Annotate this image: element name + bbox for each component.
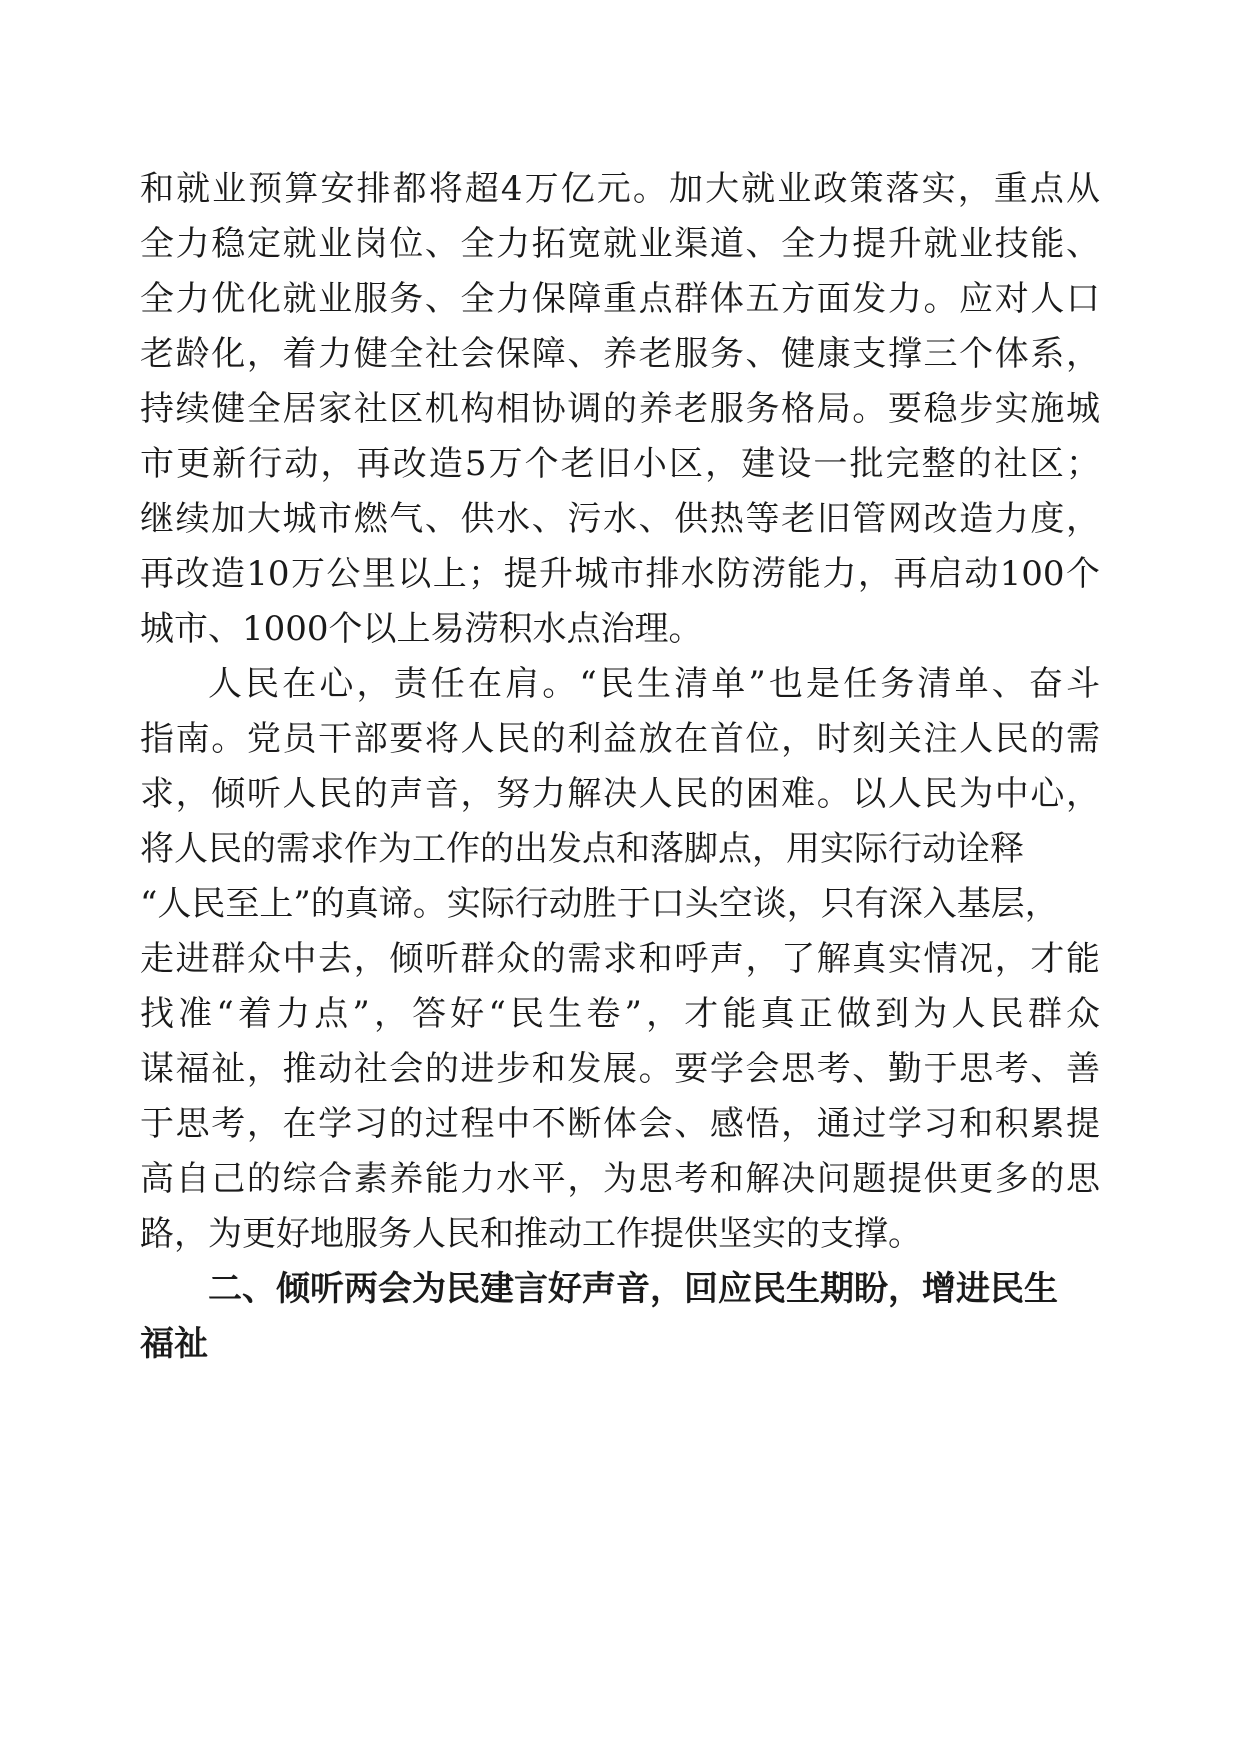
- text-line: 将人民的需求作为工作的出发点和落脚点，用实际行动诠释: [140, 829, 1024, 869]
- text-line: 再改造10万公里以上；提升城市排水防涝能力，再启动100个: [140, 554, 1100, 594]
- heading-line: 福祉: [140, 1324, 208, 1364]
- heading-line: 二、倾听两会为民建言好声音，回应民生期盼，增进民生: [208, 1269, 1058, 1309]
- text-line: 走进群众中去，倾听群众的需求和呼声，了解真实情况，才能: [140, 939, 1100, 979]
- text-line: 指南。党员干部要将人民的利益放在首位，时刻关注人民的需: [140, 719, 1100, 759]
- text-line: 继续加大城市燃气、供水、污水、供热等老旧管网改造力度，: [140, 499, 1100, 539]
- paragraph-people-first: [140, 657, 1100, 1262]
- text-line: 全力优化就业服务、全力保障重点群体五方面发力。应对人口: [140, 279, 1100, 319]
- text-line: 求，倾听人民的声音，努力解决人民的困难。以人民为中心，: [140, 774, 1100, 814]
- text-line: 于思考，在学习的过程中不断体会、感悟，通过学习和积累提: [140, 1104, 1100, 1144]
- text-line: 老龄化，着力健全社会保障、养老服务、健康支撑三个体系，: [140, 334, 1100, 374]
- text-line: 城市、1000个以上易涝积水点治理。: [140, 609, 703, 649]
- text-line: 持续健全居家社区机构相协调的养老服务格局。要稳步实施城: [140, 389, 1100, 429]
- text-line: 找准“着力点”，答好“民生卷”，才能真正做到为人民群众: [140, 994, 1100, 1034]
- text-line: 人民在心，责任在肩。“民生清单”也是任务清单、奋斗: [208, 664, 1100, 704]
- paragraph-employment-and-elderly-care: [140, 162, 1100, 657]
- text-line: “人民至上”的真谛。实际行动胜于口头空谈，只有深入基层，: [140, 884, 1059, 924]
- text-line: 谋福祉，推动社会的进步和发展。要学会思考、勤于思考、善: [140, 1049, 1100, 1089]
- document-body: [140, 162, 1100, 1372]
- section-heading: [140, 1262, 1100, 1372]
- text-line: 全力稳定就业岗位、全力拓宽就业渠道、全力提升就业技能、: [140, 224, 1100, 264]
- text-line: 市更新行动，再改造5万个老旧小区，建设一批完整的社区；: [140, 444, 1100, 484]
- text-line: 和就业预算安排都将超4万亿元。加大就业政策落实，重点从: [140, 169, 1100, 209]
- text-line: 高自己的综合素养能力水平，为思考和解决问题提供更多的思: [140, 1159, 1100, 1199]
- text-line: 路，为更好地服务人民和推动工作提供坚实的支撑。: [140, 1214, 922, 1254]
